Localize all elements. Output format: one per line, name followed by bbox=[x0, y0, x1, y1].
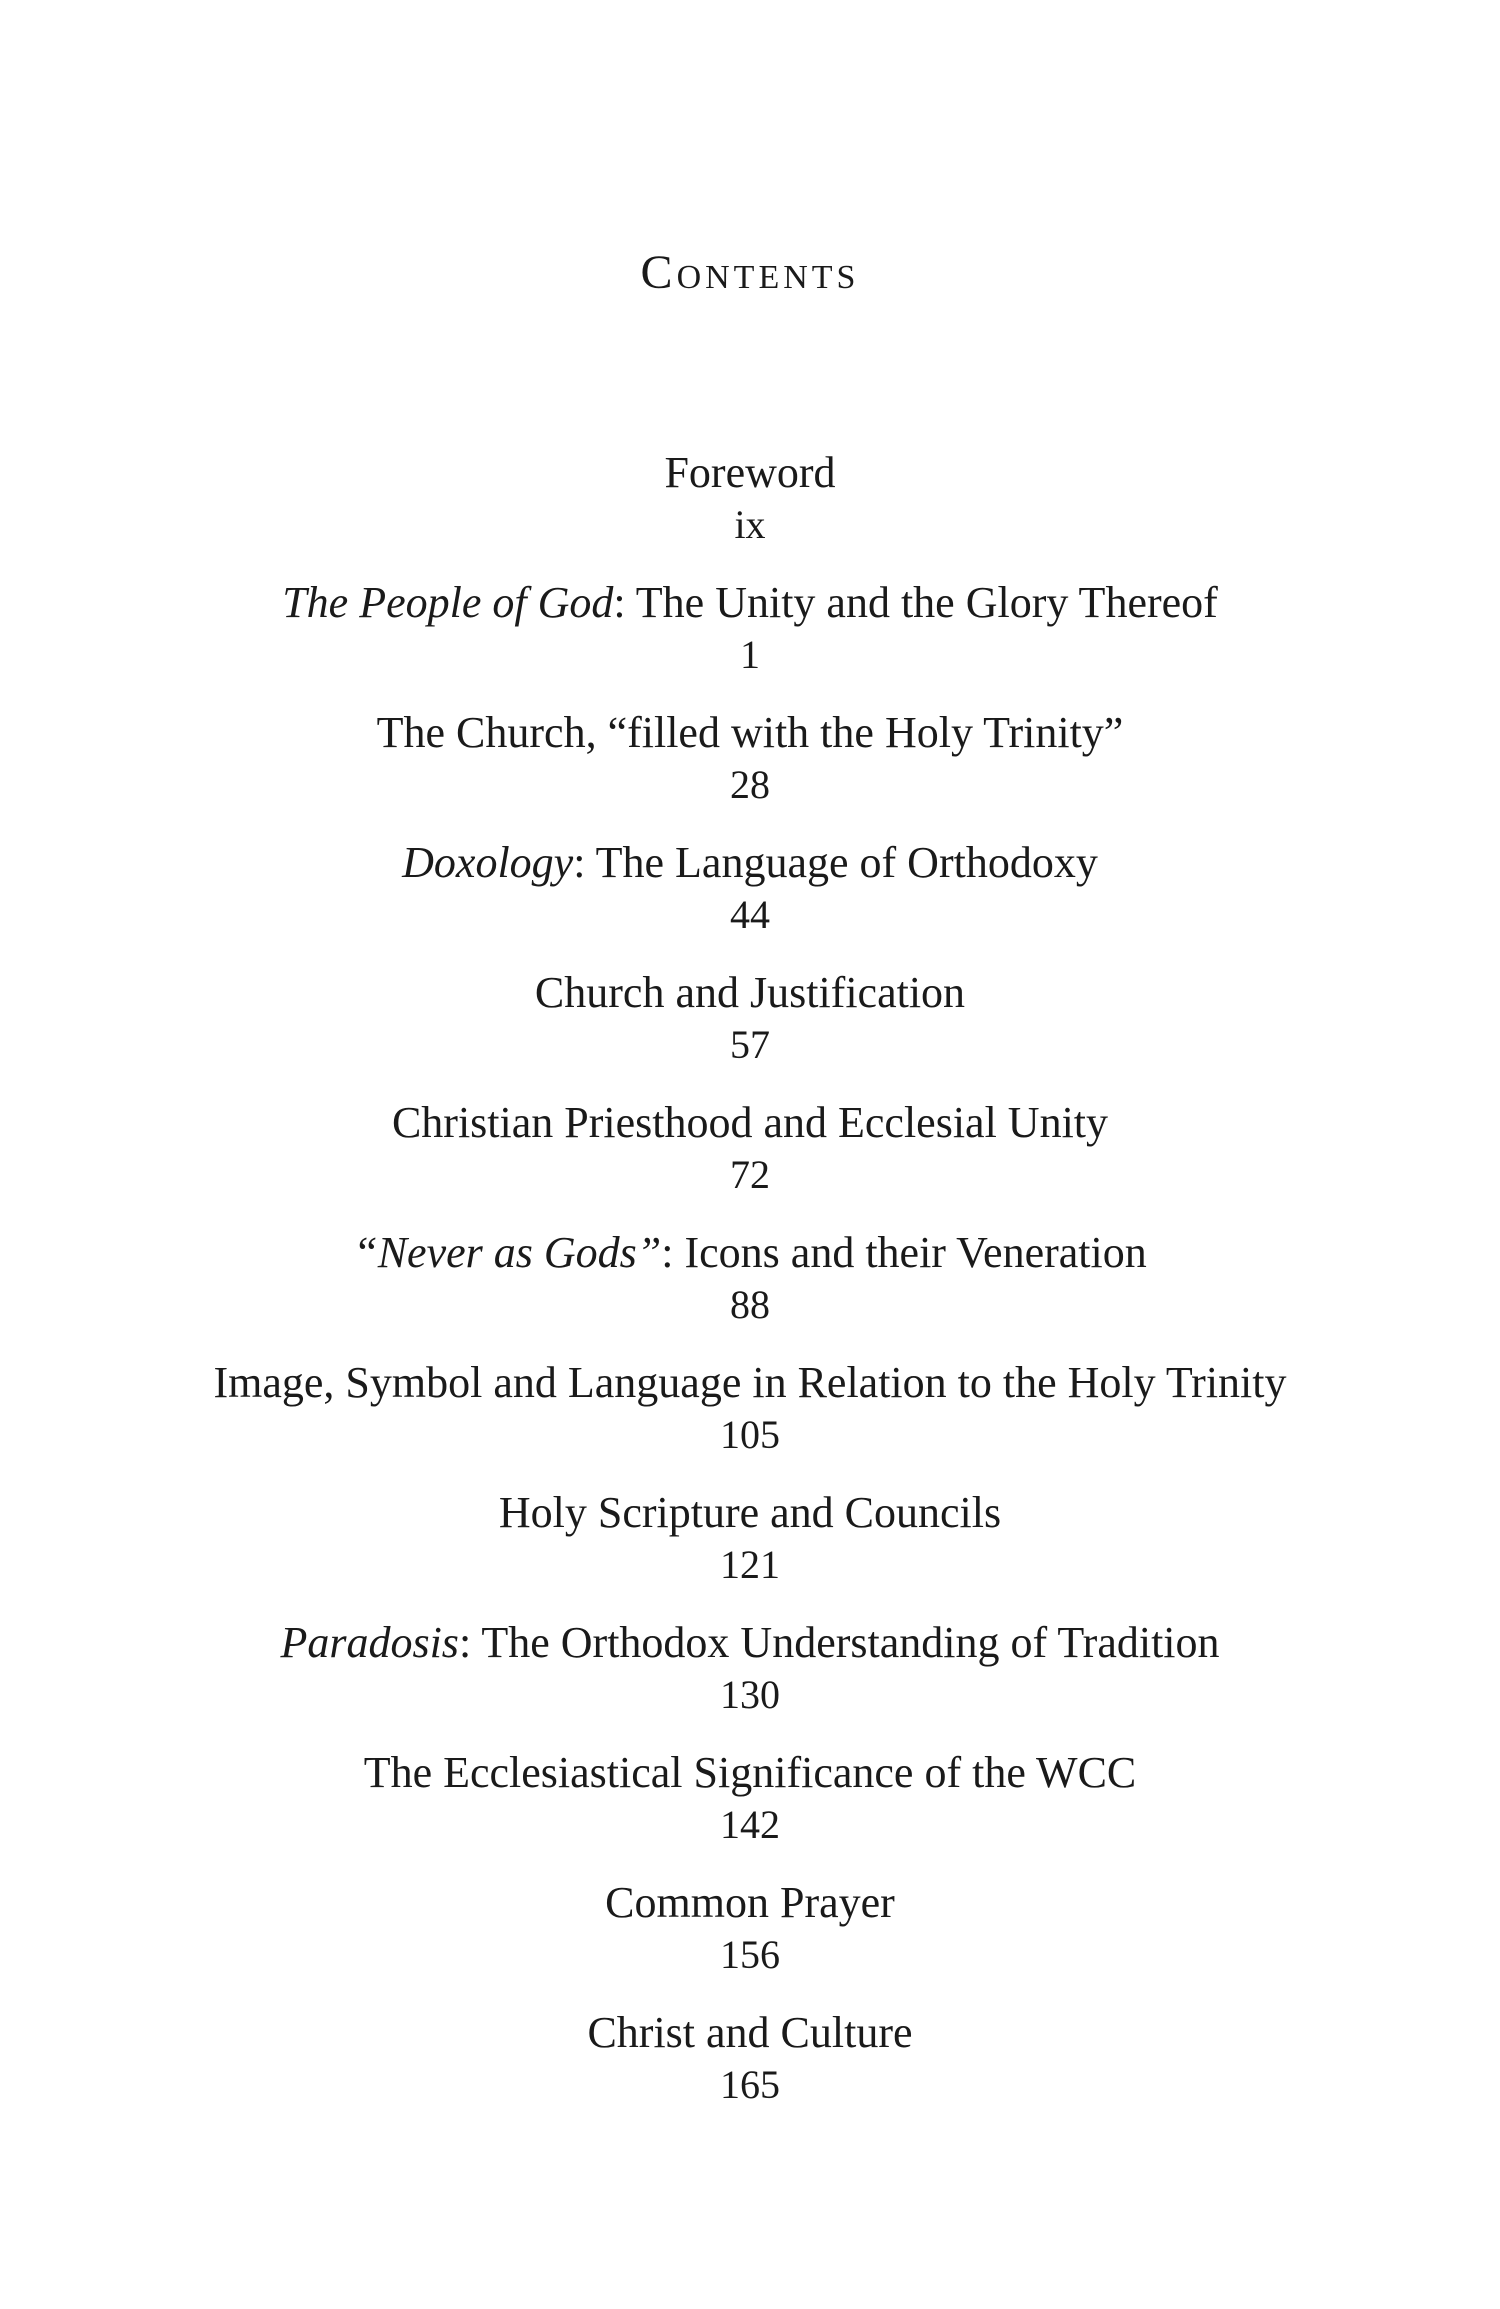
toc-entry-title bbox=[0, 1228, 1500, 1278]
toc-entry-never-as-gods bbox=[0, 1228, 1500, 1358]
toc-entry-page-number: ix bbox=[734, 502, 766, 547]
toc-entry-page-number: 105 bbox=[720, 1412, 780, 1457]
toc-entry-title-italic: Doxology bbox=[402, 838, 574, 887]
toc-entry-title-text: Foreword bbox=[664, 448, 836, 497]
toc-entry-people-of-god bbox=[0, 578, 1500, 708]
toc-entry-title bbox=[0, 578, 1500, 628]
toc-entry-foreword bbox=[0, 448, 1500, 578]
toc-entry-title-text: Common Prayer bbox=[605, 1878, 895, 1927]
toc-entry-common-prayer bbox=[0, 1878, 1500, 2008]
toc-entry-paradosis bbox=[0, 1618, 1500, 1748]
toc-entry-page-number: 142 bbox=[720, 1802, 780, 1847]
toc-entry-page-number: 44 bbox=[730, 892, 770, 937]
toc-entry-title bbox=[0, 1878, 1500, 1928]
toc-entry-page-number: 130 bbox=[720, 1672, 780, 1717]
toc-entry-title-text: Christian Priesthood and Ecclesial Unity bbox=[391, 1098, 1109, 1147]
toc-entry-title bbox=[0, 1748, 1500, 1798]
toc-entry-title-text: : The Unity and the Glory Thereof bbox=[613, 578, 1218, 627]
toc-entry-title bbox=[0, 838, 1500, 888]
toc-entry-title-italic: “Never as Gods” bbox=[353, 1228, 662, 1277]
toc-entry-page-number: 88 bbox=[730, 1282, 770, 1327]
toc-entry-image-symbol-language bbox=[0, 1358, 1500, 1488]
toc-entry-title bbox=[0, 708, 1500, 758]
toc-entry-page-number: 165 bbox=[720, 2062, 780, 2107]
toc-entry-title-text: Church and Justification bbox=[534, 968, 966, 1017]
toc-entry-title-text: Image, Symbol and Language in Relation to the Holy Trinity bbox=[213, 1358, 1287, 1407]
toc-entry-doxology bbox=[0, 838, 1500, 968]
toc-entry-page-number: 57 bbox=[730, 1022, 770, 1067]
toc-entry-title-text: : Icons and their Veneration bbox=[661, 1228, 1147, 1277]
toc-entry-title-text: Christ and Culture bbox=[587, 2008, 913, 2057]
toc-entry-church-holy-trinity bbox=[0, 708, 1500, 838]
toc-entry-title-text: The Church, “filled with the Holy Trinity” bbox=[376, 708, 1124, 757]
toc-entry-title-text: : The Language of Orthodoxy bbox=[573, 838, 1098, 887]
toc-entry-page-number: 28 bbox=[730, 762, 770, 807]
toc-entry-page-number: 1 bbox=[740, 632, 760, 677]
toc-entry-title bbox=[0, 1488, 1500, 1538]
toc-entry-wcc bbox=[0, 1748, 1500, 1878]
toc-entry-page-number: 72 bbox=[730, 1152, 770, 1197]
toc-entry-holy-scripture bbox=[0, 1488, 1500, 1618]
toc-entry-title bbox=[0, 1618, 1500, 1668]
toc-entry-title-text: The Ecclesiastical Significance of the WCC bbox=[363, 1748, 1137, 1797]
toc-entry-title-text: Holy Scripture and Councils bbox=[498, 1488, 1002, 1537]
toc-entry-title bbox=[0, 2008, 1500, 2058]
toc-entry-christian-priesthood bbox=[0, 1098, 1500, 1228]
toc-entry-title bbox=[0, 1098, 1500, 1148]
toc-entry-church-justification bbox=[0, 968, 1500, 1098]
toc-entry-title bbox=[0, 1358, 1500, 1408]
toc-entry-title-text: : The Orthodox Understanding of Tradition bbox=[458, 1618, 1220, 1667]
toc-entry-page-number: 156 bbox=[720, 1932, 780, 1977]
toc-entry-christ-culture bbox=[0, 2008, 1500, 2138]
toc-entry-page-number: 121 bbox=[720, 1542, 780, 1587]
table-of-contents bbox=[0, 448, 1500, 2138]
page-title: Contents bbox=[640, 246, 860, 299]
toc-entry-title bbox=[0, 448, 1500, 498]
toc-entry-title bbox=[0, 968, 1500, 1018]
toc-entry-title-italic: The People of God bbox=[282, 578, 614, 627]
toc-entry-title-italic: Paradosis bbox=[280, 1618, 459, 1667]
